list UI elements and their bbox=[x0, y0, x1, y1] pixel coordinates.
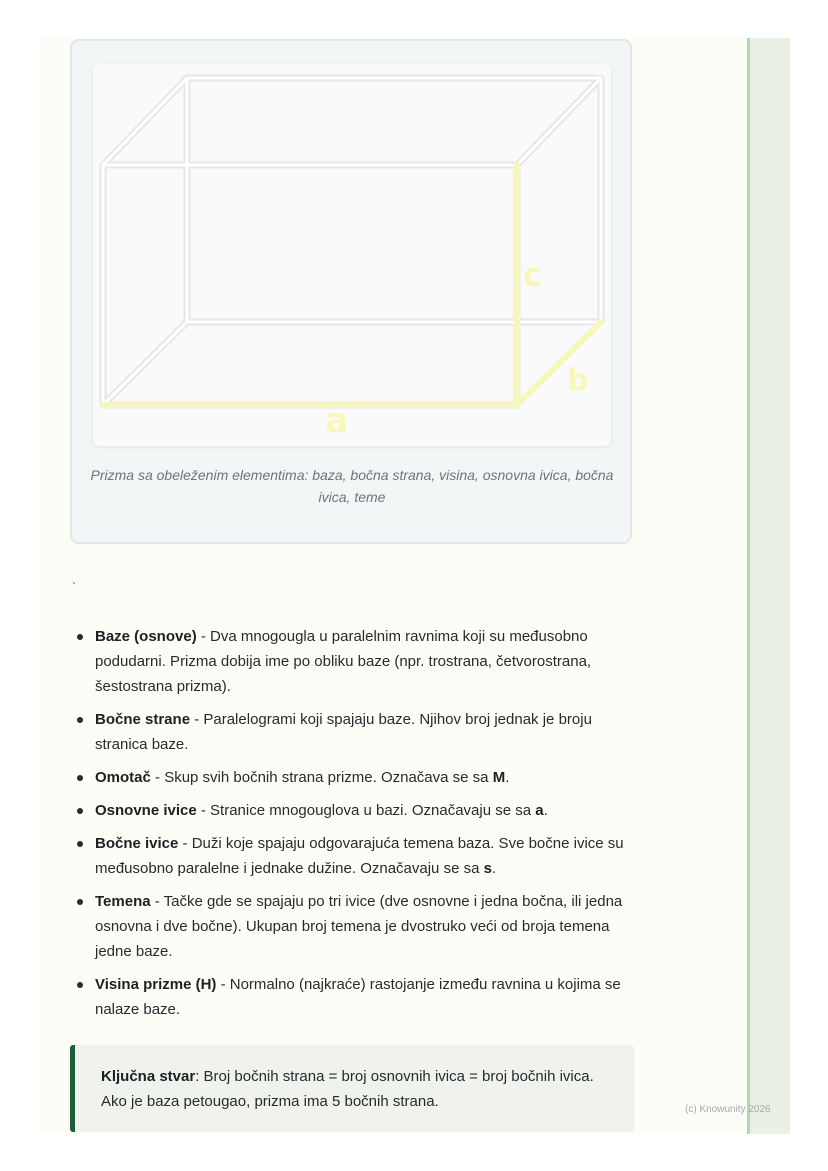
term: Osnovne ivice bbox=[95, 802, 197, 819]
definition: - Dva mnogougla u paralelnim ravnima koji su međusobno podudarni. Prizma dobija ime po obliku baze (npr. trostrana, četvorostrana, šestostrana prizma). bbox=[95, 628, 592, 695]
list-item bbox=[72, 972, 637, 1022]
symbol: M bbox=[492, 769, 506, 786]
term: Omotač bbox=[95, 769, 151, 786]
period: . bbox=[543, 802, 548, 819]
definition: - Tačke gde se spajaju po tri ivice (dve osnovne i jedna bočna, ili jedna osnovna i dve bočne). Ukupan broj temena je dvostruko veći od broja temena jedne baze. bbox=[95, 893, 623, 960]
symbol: s bbox=[483, 860, 492, 877]
term: Bočne ivice bbox=[95, 835, 179, 852]
period: . bbox=[491, 860, 497, 877]
key-point-label: Ključna stvar bbox=[101, 1068, 196, 1085]
prism-figure bbox=[93, 64, 611, 446]
copyright-notice: (c) Knowunity 2026 bbox=[685, 1104, 771, 1115]
list-item bbox=[72, 707, 637, 757]
sidebar-panel bbox=[747, 38, 790, 1134]
list-item bbox=[72, 889, 637, 964]
prism-drawing bbox=[93, 64, 611, 446]
list-item bbox=[72, 624, 637, 699]
figure-card bbox=[70, 39, 632, 544]
label-b: b bbox=[567, 363, 589, 398]
term: Baze (osnove) bbox=[95, 628, 197, 645]
figure-caption: Prizma sa obeleženim elementima: baza, bočna strana, visina, osnovna ivica, bočna ivica, teme bbox=[90, 467, 614, 505]
list-item bbox=[72, 765, 637, 790]
key-point-text bbox=[101, 1064, 621, 1114]
definition: - Duži koje spajaju odgovarajuća temena baza. Sve bočne ivice su međusobno paralelne i jednake dužine. Označavaju se sa bbox=[95, 835, 624, 877]
key-point-callout bbox=[70, 1045, 634, 1132]
definition: - Paralelogrami koji spajaju baze. Njihov broj jednak je broju stranica baze. bbox=[95, 711, 592, 753]
list-item bbox=[72, 831, 637, 881]
list-item bbox=[72, 798, 637, 823]
stray-tick-mark: ` bbox=[72, 580, 76, 594]
definition: - Skup svih bočnih strana prizme. Označava se sa bbox=[150, 769, 493, 786]
symbol: a bbox=[535, 802, 544, 819]
prism-properties-list bbox=[72, 624, 637, 1030]
term: Visina prizme (H) bbox=[95, 976, 217, 993]
label-a: a bbox=[325, 401, 348, 441]
definition: - Stranice mnogouglova u bazi. Označavaju se sa bbox=[196, 802, 536, 819]
definition: - Normalno (najkraće) rastojanje između ravnina u kojima se nalaze baze. bbox=[95, 976, 621, 1018]
term: Temena bbox=[95, 893, 151, 910]
key-point-body: : Broj bočnih strana = broj osnovnih ivica = broj bočnih ivica. Ako je baza petougao, prizma ima 5 bočnih strana. bbox=[101, 1068, 594, 1110]
term: Bočne strane bbox=[95, 711, 191, 728]
label-c: c bbox=[523, 256, 542, 294]
period: . bbox=[505, 769, 510, 786]
